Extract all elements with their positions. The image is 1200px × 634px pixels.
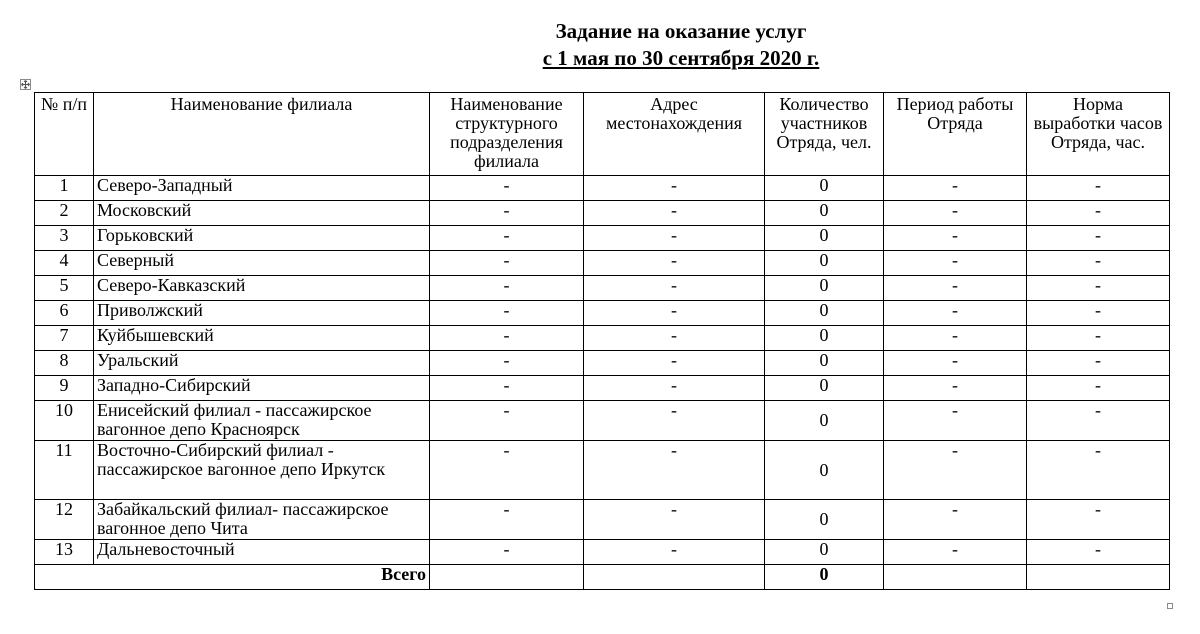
table-header-row xyxy=(35,93,1170,176)
cell-norm: - xyxy=(1027,201,1170,226)
cell-branch: Дальневосточный xyxy=(94,540,430,565)
cell-period: - xyxy=(884,226,1027,251)
cell-branch: Восточно-Сибирский филиал - пассажирское вагонное депо Иркутск xyxy=(94,441,430,500)
cell-num: 6 xyxy=(35,301,94,326)
total-period-cell xyxy=(884,565,1027,590)
table-row xyxy=(35,540,1170,565)
header-count: Количество участников Отряда, чел. xyxy=(765,93,884,176)
table-row xyxy=(35,226,1170,251)
cell-division: - xyxy=(430,201,584,226)
header-period: Период работы Отряда xyxy=(884,93,1027,176)
cell-count: 0 xyxy=(765,201,884,226)
services-table xyxy=(34,92,1170,590)
cell-division: - xyxy=(430,176,584,201)
cell-period: - xyxy=(884,500,1027,540)
cell-branch: Уральский xyxy=(94,351,430,376)
cell-address: - xyxy=(584,276,765,301)
cell-num: 1 xyxy=(35,176,94,201)
document-subtitle-period: с 1 мая по 30 сентября 2020 г. xyxy=(542,46,820,70)
cell-num: 9 xyxy=(35,376,94,401)
table-row xyxy=(35,441,1170,500)
cell-division: - xyxy=(430,540,584,565)
cell-norm: - xyxy=(1027,441,1170,500)
header-division: Наименование структурного подразделения филиала xyxy=(430,93,584,176)
cell-address: - xyxy=(584,326,765,351)
cell-period: - xyxy=(884,540,1027,565)
cell-norm: - xyxy=(1027,226,1170,251)
cell-norm: - xyxy=(1027,176,1170,201)
cell-address: - xyxy=(584,301,765,326)
cell-period: - xyxy=(884,201,1027,226)
table-row xyxy=(35,326,1170,351)
cell-count: 0 xyxy=(765,351,884,376)
table-row xyxy=(35,401,1170,441)
cell-period: - xyxy=(884,351,1027,376)
table-row xyxy=(35,201,1170,226)
cell-count: 0 xyxy=(765,226,884,251)
table-row xyxy=(35,500,1170,540)
cell-count: 0 xyxy=(765,441,884,500)
cell-address: - xyxy=(584,500,765,540)
cell-num: 12 xyxy=(35,500,94,540)
cell-count: 0 xyxy=(765,301,884,326)
header-norm: Норма выработки часов Отряда, час. xyxy=(1027,93,1170,176)
header-num: № п/п xyxy=(35,93,94,176)
cell-num: 10 xyxy=(35,401,94,441)
cell-division: - xyxy=(430,500,584,540)
total-division-cell xyxy=(430,565,584,590)
cell-num: 13 xyxy=(35,540,94,565)
cell-branch: Горьковский xyxy=(94,226,430,251)
cell-norm: - xyxy=(1027,540,1170,565)
cell-count: 0 xyxy=(765,276,884,301)
cell-num: 11 xyxy=(35,441,94,500)
cell-branch: Куйбышевский xyxy=(94,326,430,351)
cell-division: - xyxy=(430,351,584,376)
table-row xyxy=(35,351,1170,376)
cell-branch: Северо-Западный xyxy=(94,176,430,201)
table-row xyxy=(35,276,1170,301)
total-norm-cell xyxy=(1027,565,1170,590)
cell-count: 0 xyxy=(765,326,884,351)
cell-count: 0 xyxy=(765,376,884,401)
cell-count: 0 xyxy=(765,540,884,565)
header-address: Адрес местонахождения xyxy=(584,93,765,176)
cell-norm: - xyxy=(1027,301,1170,326)
cell-division: - xyxy=(430,441,584,500)
cell-norm: - xyxy=(1027,251,1170,276)
table-row xyxy=(35,251,1170,276)
cell-norm: - xyxy=(1027,376,1170,401)
cell-num: 4 xyxy=(35,251,94,276)
table-total-row xyxy=(35,565,1170,590)
cell-norm: - xyxy=(1027,326,1170,351)
total-address-cell xyxy=(584,565,765,590)
cell-count: 0 xyxy=(765,176,884,201)
cell-address: - xyxy=(584,376,765,401)
cell-branch: Северо-Кавказский xyxy=(94,276,430,301)
cell-division: - xyxy=(430,276,584,301)
cell-branch: Западно-Сибирский xyxy=(94,376,430,401)
cell-branch: Северный xyxy=(94,251,430,276)
cell-period: - xyxy=(884,376,1027,401)
cell-norm: - xyxy=(1027,351,1170,376)
table-move-handle-icon[interactable] xyxy=(20,79,31,90)
header-branch: Наименование филиала xyxy=(94,93,430,176)
cell-num: 2 xyxy=(35,201,94,226)
cell-branch: Московский xyxy=(94,201,430,226)
cell-period: - xyxy=(884,251,1027,276)
cell-count: 0 xyxy=(765,500,884,540)
cell-period: - xyxy=(884,441,1027,500)
cell-period: - xyxy=(884,176,1027,201)
cell-branch: Енисейский филиал - пассажирское вагонное депо Красноярск xyxy=(94,401,430,441)
table-resize-handle[interactable] xyxy=(1167,603,1173,609)
total-label: Всего xyxy=(35,565,430,590)
table-row xyxy=(35,176,1170,201)
cell-branch: Забайкальский филиал- пассажирское вагонное депо Чита xyxy=(94,500,430,540)
cell-norm: - xyxy=(1027,276,1170,301)
cell-division: - xyxy=(430,251,584,276)
cell-division: - xyxy=(430,301,584,326)
cell-address: - xyxy=(584,201,765,226)
cell-count: 0 xyxy=(765,251,884,276)
cell-period: - xyxy=(884,326,1027,351)
cell-address: - xyxy=(584,251,765,276)
total-count: 0 xyxy=(765,565,884,590)
cell-norm: - xyxy=(1027,500,1170,540)
table-row xyxy=(35,301,1170,326)
cell-num: 8 xyxy=(35,351,94,376)
table-row xyxy=(35,376,1170,401)
cell-count: 0 xyxy=(765,401,884,441)
cell-division: - xyxy=(430,376,584,401)
cell-branch: Приволжский xyxy=(94,301,430,326)
cell-period: - xyxy=(884,401,1027,441)
cell-address: - xyxy=(584,441,765,500)
cell-address: - xyxy=(584,351,765,376)
cell-address: - xyxy=(584,540,765,565)
cell-num: 5 xyxy=(35,276,94,301)
cell-norm: - xyxy=(1027,401,1170,441)
cell-division: - xyxy=(430,226,584,251)
cell-period: - xyxy=(884,301,1027,326)
cell-division: - xyxy=(430,326,584,351)
document-title: Задание на оказание услуг xyxy=(555,19,807,43)
cell-num: 3 xyxy=(35,226,94,251)
cell-address: - xyxy=(584,401,765,441)
cell-period: - xyxy=(884,276,1027,301)
cell-address: - xyxy=(584,226,765,251)
cell-division: - xyxy=(430,401,584,441)
cell-num: 7 xyxy=(35,326,94,351)
cell-address: - xyxy=(584,176,765,201)
